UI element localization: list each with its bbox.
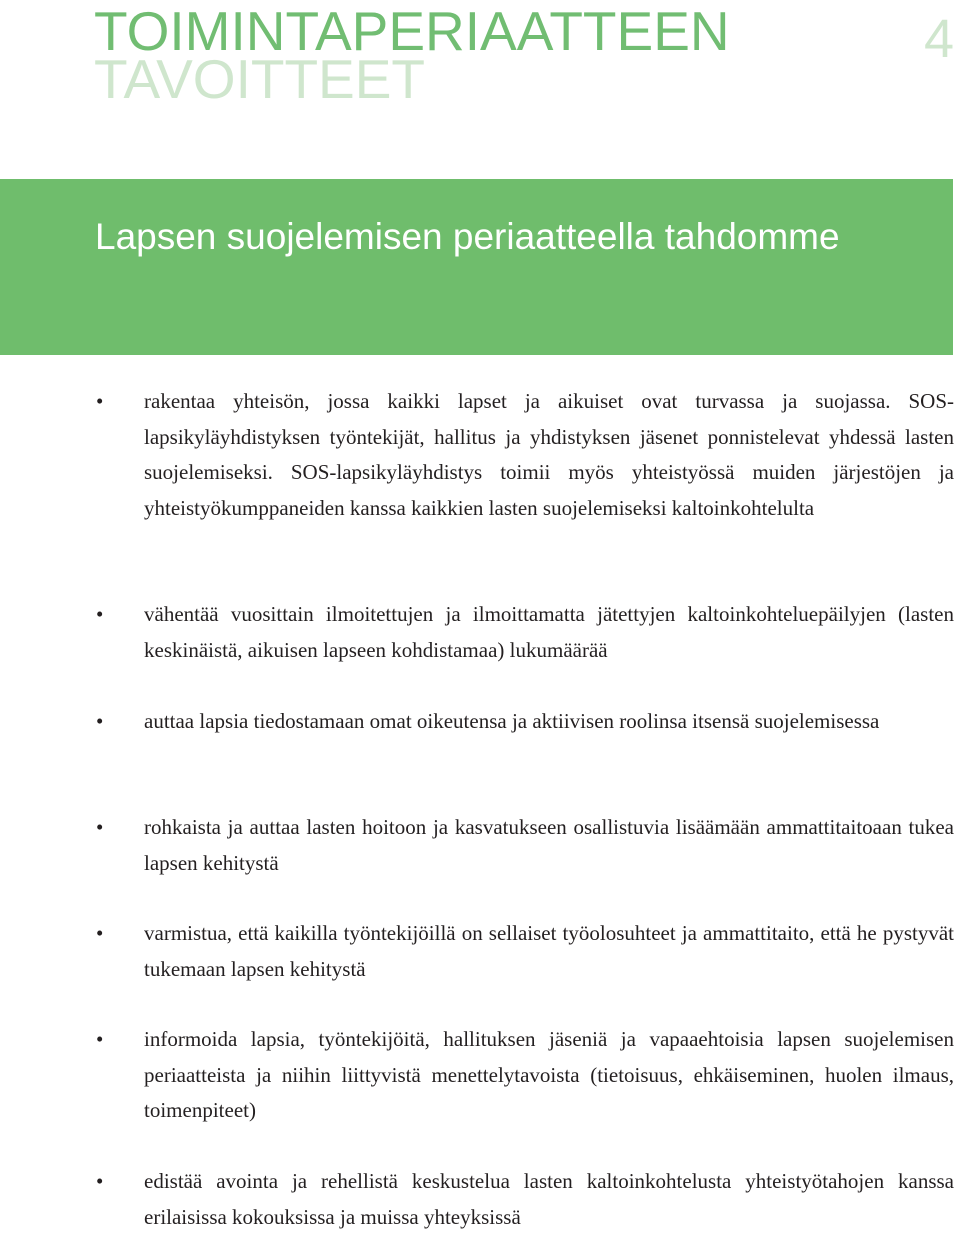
section-heading-band	[0, 179, 953, 355]
list-item-text: rohkaista ja auttaa lasten hoitoon ja kasvatukseen osallistuvia lisäämään ammattitaitoaan tukea lapsen kehitystä	[144, 815, 954, 875]
bullet-icon: •	[96, 921, 104, 945]
section-heading: Lapsen suojelemisen periaatteella tahdomme	[95, 216, 840, 257]
list-item-text: varmistua, että kaikilla työntekijöillä on sellaiset työolosuhteet ja ammattitaito, että he pystyvät tukemaan lapsen kehitystä	[144, 921, 954, 981]
list-item-text: edistää avointa ja rehellistä keskustelua lasten kaltoinkohtelusta yhteistyötahojen kanssa erilaisissa kokouksissa ja muissa yhteyksissä	[144, 1169, 954, 1229]
bullet-icon: •	[96, 1169, 104, 1193]
list-item-text: auttaa lapsia tiedostamaan omat oikeutensa ja aktiivisen roolinsa itsensä suojelemisessa	[144, 709, 880, 733]
page-title-line-2: TAVOITTEET	[94, 48, 426, 110]
bullet-icon: •	[96, 389, 104, 413]
bullet-icon: •	[96, 1027, 104, 1051]
bullet-icon: •	[96, 602, 104, 626]
list-item-text: rakentaa yhteisön, jossa kaikki lapset ja aikuiset ovat turvassa ja suojassa. SOS-lapsikyläyhdistyksen työntekijät, hallitus ja yhdistyksen jäsenet ponnistelevat yhdessä lasten suojelemiseksi. SOS-lapsikyläyhdistys toimii myös yhteistyössä muiden järjestöjen ja yhteistyökumppaneiden kanssa kaikkien lasten suojelemiseksi kaltoinkohtelulta	[144, 389, 954, 520]
list-item-text: informoida lapsia, työntekijöitä, hallituksen jäseniä ja vapaaehtoisia lapsen suojelemisen periaatteista ja niihin liittyvistä menettelytavoista (tietoisuus, ehkäiseminen, huolen ilmaus, toimenpiteet)	[144, 1027, 954, 1122]
bullet-icon: •	[96, 709, 104, 733]
bullet-icon: •	[96, 815, 104, 839]
list-item-text: vähentää vuosittain ilmoitettujen ja ilmoittamatta jätettyjen kaltoinkohteluepäilyjen (lasten keskinäistä, aikuisen lapseen kohdistamaa) lukumäärää	[144, 602, 954, 662]
page-number: 4	[923, 9, 954, 69]
page-title-line-1: TOIMINTAPERIAATTEEN	[94, 0, 730, 62]
